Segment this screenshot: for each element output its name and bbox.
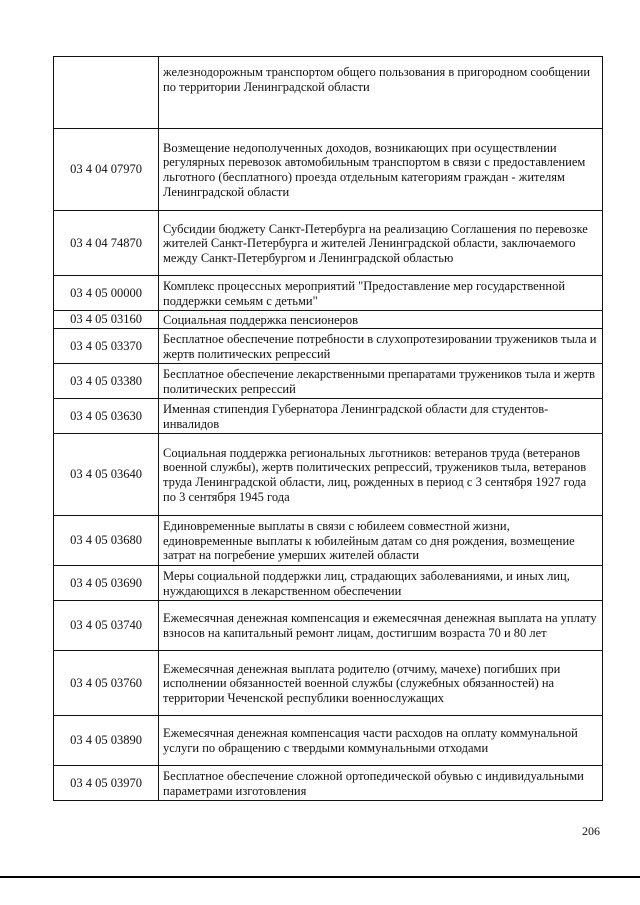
row-code: 03 4 05 03690 bbox=[54, 566, 159, 601]
table-row bbox=[54, 516, 603, 566]
row-description: Социальная поддержка пенсионеров bbox=[159, 311, 603, 329]
table-row bbox=[54, 364, 603, 399]
table-row bbox=[54, 211, 603, 276]
table-row bbox=[54, 276, 603, 311]
row-code: 03 4 05 03890 bbox=[54, 716, 159, 766]
table-row bbox=[54, 129, 603, 211]
row-code: 03 4 05 03740 bbox=[54, 601, 159, 651]
row-code bbox=[54, 57, 159, 129]
table-row bbox=[54, 434, 603, 516]
table-row bbox=[54, 329, 603, 364]
row-description: Возмещение недополученных доходов, возникающих при осуществлении регулярных перевозок автомобильным транспортом в связи с предоставлением льготного (бесплатного) проезда отдельным категориям граждан - жителям Ленинградской области bbox=[159, 129, 603, 211]
row-description: Бесплатное обеспечение лекарственными препаратами тружеников тыла и жертв политических репрессий bbox=[159, 364, 603, 399]
row-code: 03 4 05 03160 bbox=[54, 311, 159, 329]
page-number: 206 bbox=[582, 824, 600, 838]
table-row bbox=[54, 651, 603, 716]
row-description: Комплекс процессных мероприятий "Предоставление мер государственной поддержки семьям с детьми" bbox=[159, 276, 603, 311]
row-code: 03 4 05 03680 bbox=[54, 516, 159, 566]
row-description: Именная стипендия Губернатора Ленинградской области для студентов-инвалидов bbox=[159, 399, 603, 434]
row-description: Единовременные выплаты в связи с юбилеем совместной жизни, единовременные выплаты к юбилейным датам со дня рождения, возмещение затрат на погребение умерших жителей области bbox=[159, 516, 603, 566]
row-code: 03 4 05 03970 bbox=[54, 766, 159, 801]
table-row bbox=[54, 766, 603, 801]
table-row bbox=[54, 311, 603, 329]
row-code: 03 4 05 03380 bbox=[54, 364, 159, 399]
row-code: 03 4 05 03630 bbox=[54, 399, 159, 434]
table-row bbox=[54, 716, 603, 766]
row-code: 03 4 04 74870 bbox=[54, 211, 159, 276]
row-code: 03 4 05 03760 bbox=[54, 651, 159, 716]
table-row bbox=[54, 566, 603, 601]
row-code: 03 4 05 00000 bbox=[54, 276, 159, 311]
row-description: Субсидии бюджету Санкт-Петербурга на реализацию Соглашения по перевозке жителей Санкт-Петербурга и жителей Ленинградской области, заключаемого между Санкт-Петербургом и Ленинградской областью bbox=[159, 211, 603, 276]
row-description: Бесплатное обеспечение сложной ортопедической обувью с индивидуальными параметрами изготовления bbox=[159, 766, 603, 801]
table-row bbox=[54, 601, 603, 651]
table-row bbox=[54, 57, 603, 129]
row-code: 03 4 05 03370 bbox=[54, 329, 159, 364]
row-code: 03 4 04 07970 bbox=[54, 129, 159, 211]
row-description: Социальная поддержка региональных льготников: ветеранов труда (ветеранов военной службы), жертв политических репрессий, тружеников тыла, ветеранов труда Ленинградской области, лиц, рожденных в период с 3 сентября 1927 года по 3 сентября 1945 года bbox=[159, 434, 603, 516]
row-description: Меры социальной поддержки лиц, страдающих заболеваниями, и иных лиц, нуждающихся в лекарственном обеспечении bbox=[159, 566, 603, 601]
budget-classification-table bbox=[53, 56, 603, 801]
row-description: Ежемесячная денежная выплата родителю (отчиму, мачехе) погибших при исполнении обязанностей военной службы (служебных обязанностей) на территории Чеченской республики военнослужащих bbox=[159, 651, 603, 716]
row-description: Бесплатное обеспечение потребности в слухопротезировании тружеников тыла и жертв политических репрессий bbox=[159, 329, 603, 364]
bottom-divider bbox=[0, 876, 640, 878]
row-description: Ежемесячная денежная компенсация и ежемесячная денежная выплата на уплату взносов на капитальный ремонт лицам, достигшим возраста 70 и 80 лет bbox=[159, 601, 603, 651]
row-description: Ежемесячная денежная компенсация части расходов на оплату коммунальной услуги по обращению с твердыми коммунальными отходами bbox=[159, 716, 603, 766]
row-code: 03 4 05 03640 bbox=[54, 434, 159, 516]
row-description: железнодорожным транспортом общего пользования в пригородном сообщении по территории Ленинградской области bbox=[159, 57, 603, 129]
table-row bbox=[54, 399, 603, 434]
